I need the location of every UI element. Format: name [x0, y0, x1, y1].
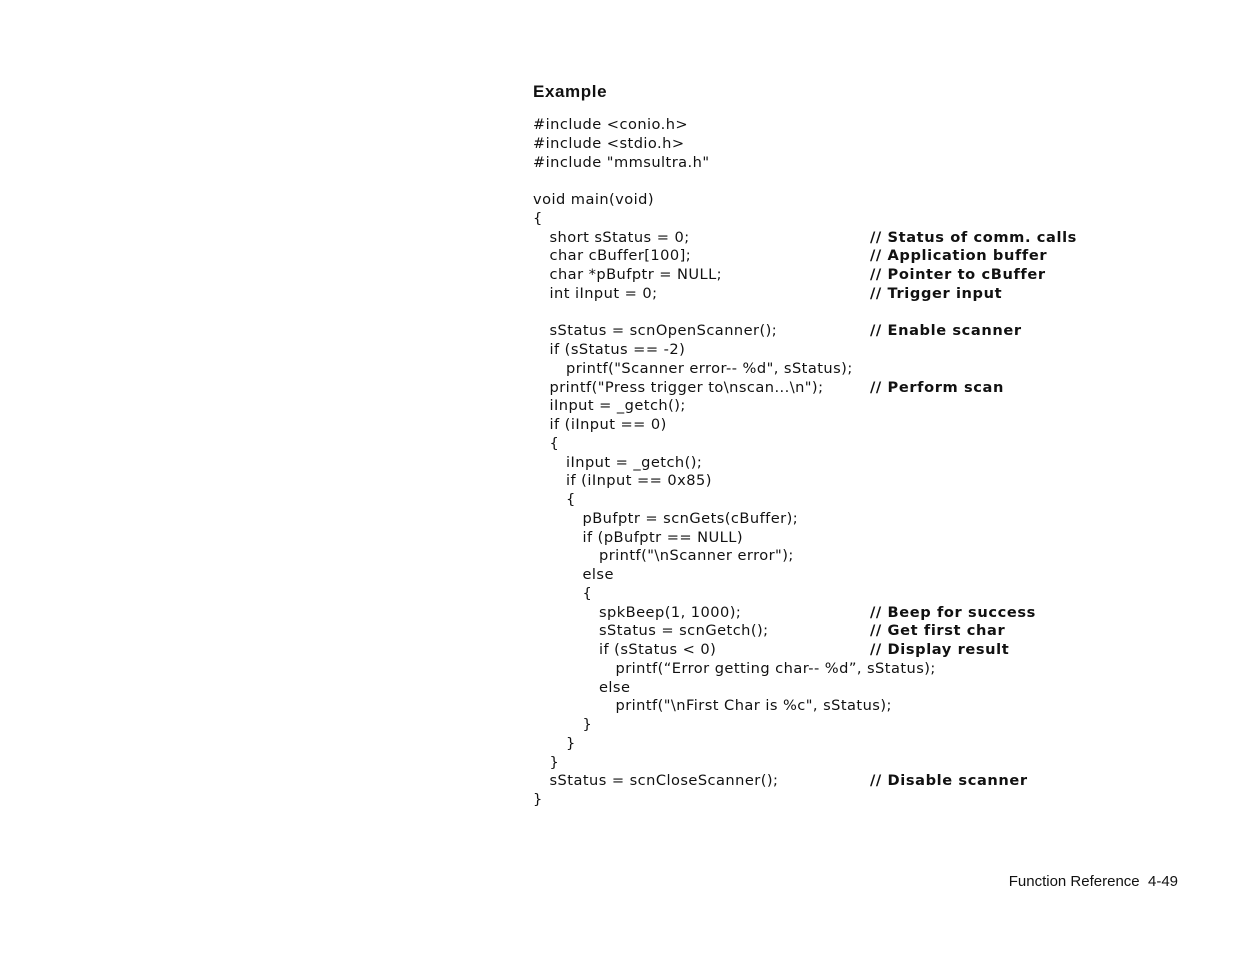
code-comment: // Beep for success: [870, 603, 1036, 621]
code-line: [533, 285, 1113, 304]
code-line: [533, 266, 1113, 285]
code-text: char cBuffer[100];: [549, 247, 692, 265]
code-text: {: [582, 584, 593, 602]
code-text: }: [533, 791, 543, 808]
code-listing: [533, 116, 1113, 810]
code-line: [533, 566, 1113, 585]
code-text: short sStatus = 0;: [549, 228, 690, 246]
code-line: [533, 135, 1113, 154]
code-line: [533, 510, 1113, 529]
code-comment: // Perform scan: [870, 378, 1004, 396]
code-comment: // Application buffer: [870, 247, 1048, 265]
code-line: [533, 379, 1113, 398]
code-text: iInput = _getch();: [566, 453, 703, 471]
code-text: if (sStatus < 0): [599, 641, 717, 658]
code-comment: // Pointer to cBuffer: [870, 266, 1046, 283]
code-text: printf(“Error getting char-- %d”, sStatus);: [615, 659, 936, 677]
code-comment: // Enable scanner: [870, 322, 1022, 340]
code-text: int iInput = 0;: [549, 284, 658, 302]
code-text: pBufptr = scnGets(cBuffer);: [582, 509, 799, 527]
code-text: {: [566, 491, 576, 508]
code-text: if (pBufptr == NULL): [582, 528, 743, 546]
code-line: [533, 341, 1113, 360]
code-text: sStatus = scnOpenScanner();: [549, 322, 778, 340]
code-line: [533, 585, 1113, 604]
code-line: [533, 697, 1113, 716]
code-line: [533, 491, 1113, 510]
page-footer: Function Reference 4-49: [1008, 873, 1178, 890]
code-line: [533, 735, 1113, 754]
code-text: printf("\nFirst Char is %c", sStatus);: [615, 697, 892, 715]
code-line: [533, 604, 1113, 623]
code-text: sStatus = scnCloseScanner();: [549, 772, 779, 790]
code-comment: // Disable scanner: [870, 772, 1028, 790]
code-line: [533, 622, 1113, 641]
code-line: [533, 116, 1113, 135]
code-line: [533, 716, 1113, 735]
code-text: #include "mmsultra.h": [533, 153, 710, 171]
code-comment: // Trigger input: [870, 284, 1003, 302]
code-line: [533, 322, 1113, 341]
code-text: }: [566, 734, 576, 752]
code-line: [533, 791, 1113, 810]
code-text: printf("Scanner error-- %d", sStatus);: [566, 359, 853, 377]
code-line: [533, 660, 1113, 679]
code-line: [533, 772, 1113, 791]
code-text: if (iInput == 0): [549, 416, 667, 433]
code-text: {: [549, 434, 560, 452]
code-text: printf("\nScanner error");: [599, 547, 794, 565]
code-text: void main(void): [533, 191, 655, 208]
code-text: }: [582, 716, 593, 733]
code-text: #include <conio.h>: [533, 116, 689, 133]
code-line: [533, 472, 1113, 491]
code-text: sStatus = scnGetch();: [599, 622, 769, 640]
code-line: [533, 754, 1113, 773]
code-comment: // Get first char: [870, 622, 1006, 640]
code-line: [533, 172, 1113, 191]
code-text: iInput = _getch();: [549, 397, 686, 415]
code-text: else: [582, 566, 614, 583]
code-line: [533, 229, 1113, 248]
code-line: [533, 154, 1113, 173]
code-comment: // Display result: [870, 641, 1010, 658]
code-text: if (sStatus == -2): [549, 341, 686, 358]
code-line: [533, 416, 1113, 435]
code-line: [533, 304, 1113, 323]
code-text: else: [599, 678, 631, 696]
code-line: [533, 435, 1113, 454]
code-line: [533, 247, 1113, 266]
code-text: #include <stdio.h>: [533, 134, 685, 152]
code-text: if (iInput == 0x85): [566, 472, 712, 490]
code-text: }: [549, 753, 560, 771]
code-line: [533, 641, 1113, 660]
code-comment: // Status of comm. calls: [870, 228, 1077, 246]
code-line: [533, 191, 1113, 210]
code-text: printf("Press trigger to\nscan...\n");: [549, 378, 824, 396]
code-text: {: [533, 209, 543, 227]
code-line: [533, 360, 1113, 379]
section-heading: Example: [533, 82, 608, 101]
code-line: [533, 397, 1113, 416]
code-line: [533, 210, 1113, 229]
code-line: [533, 547, 1113, 566]
code-line: [533, 529, 1113, 548]
code-text: spkBeep(1, 1000);: [599, 603, 742, 621]
code-line: [533, 679, 1113, 698]
code-text: char *pBufptr = NULL;: [549, 266, 723, 283]
code-line: [533, 454, 1113, 473]
